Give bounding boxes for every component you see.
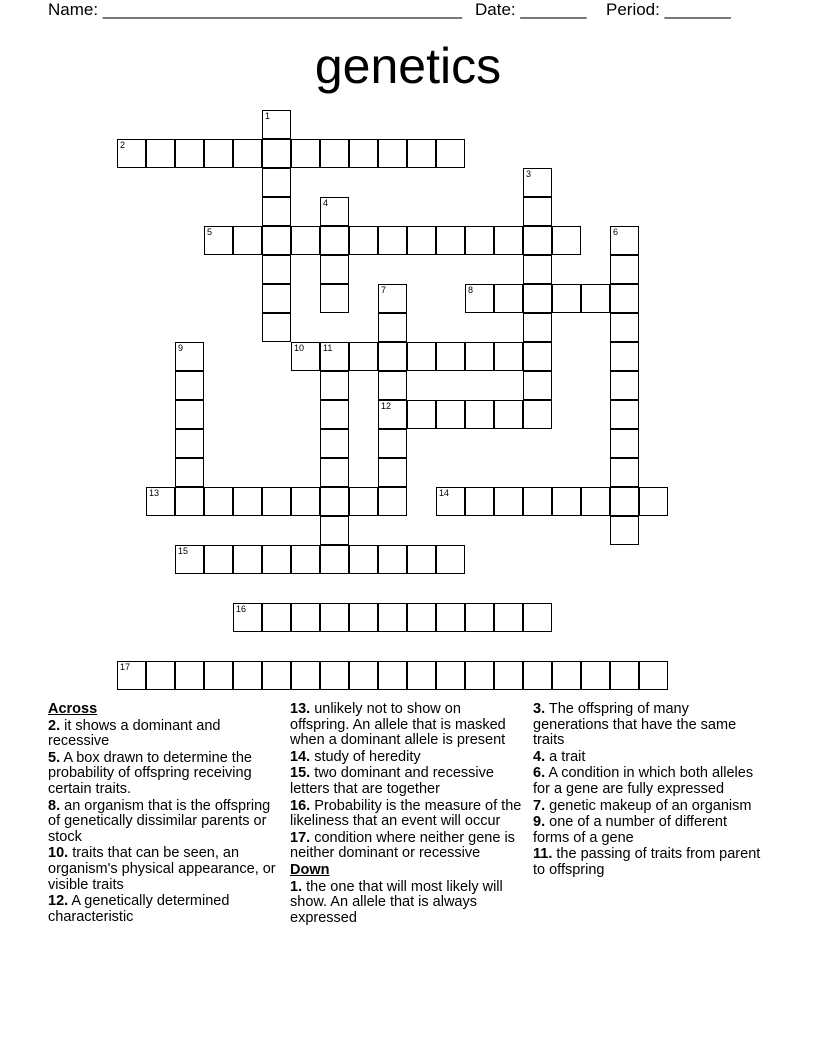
grid-cell[interactable]	[117, 139, 146, 168]
clue-across-2: 2. it shows a dominant and recessive	[48, 717, 221, 750]
clue-number: 6	[613, 227, 619, 237]
grid-cell[interactable]	[175, 661, 204, 690]
clue-number: 3	[526, 169, 532, 179]
grid-cell[interactable]	[610, 516, 639, 545]
grid-cell[interactable]	[436, 139, 465, 168]
grid-cell[interactable]	[146, 487, 175, 516]
grid-cell[interactable]	[349, 342, 378, 371]
grid-cell[interactable]	[494, 226, 523, 255]
grid-cell[interactable]	[175, 487, 204, 516]
grid-cell[interactable]	[523, 168, 552, 197]
grid-cell[interactable]	[291, 139, 320, 168]
grid-cell[interactable]	[262, 197, 291, 226]
grid-cell[interactable]	[465, 226, 494, 255]
grid-cell[interactable]	[320, 603, 349, 632]
clues-column-3	[533, 702, 765, 880]
clue-across-15: 15. two dominant and recessive letters that are together	[290, 765, 494, 797]
clue-number: 2	[120, 140, 126, 150]
grid-cell[interactable]	[494, 603, 523, 632]
grid-cell[interactable]	[320, 139, 349, 168]
clue-number: 5	[207, 227, 213, 237]
grid-cell[interactable]	[465, 661, 494, 690]
grid-cell[interactable]	[494, 342, 523, 371]
grid-cell[interactable]	[494, 661, 523, 690]
grid-cell[interactable]	[494, 284, 523, 313]
date-field[interactable]: Date: _______	[475, 0, 587, 19]
grid-cell[interactable]	[523, 313, 552, 342]
grid-cell[interactable]	[349, 226, 378, 255]
grid-cell[interactable]	[320, 284, 349, 313]
clue-down-11: 11. the passing of traits from parent to offspring	[533, 846, 761, 878]
grid-cell[interactable]	[262, 255, 291, 284]
clue-across-5: 5. A box drawn to determine the probability of offspring receiving certain traits.	[48, 749, 252, 797]
grid-cell[interactable]	[407, 661, 436, 690]
clue-down-3: 3. The offspring of many generations that have the same traits	[533, 701, 737, 749]
clue-down-6: 6. A condition in which both alleles for a gene are fully expressed	[533, 765, 754, 797]
clue-down-1: 1. the one that will most likely will show. An allele that is always expressed	[290, 878, 503, 926]
grid-cell[interactable]	[639, 661, 668, 690]
clue-down-7: 7. genetic makeup of an organism	[533, 797, 752, 814]
grid-cell[interactable]	[146, 139, 175, 168]
clue-number: 10	[294, 343, 305, 353]
grid-cell[interactable]	[465, 342, 494, 371]
grid-cell[interactable]	[436, 603, 465, 632]
grid-cell[interactable]	[117, 661, 146, 690]
grid-cell[interactable]	[436, 226, 465, 255]
grid-cell[interactable]	[204, 226, 233, 255]
grid-cell[interactable]	[610, 400, 639, 429]
grid-cell[interactable]	[175, 545, 204, 574]
clue-number: 4	[323, 198, 329, 208]
grid-cell[interactable]	[320, 226, 349, 255]
grid-cell[interactable]	[378, 313, 407, 342]
grid-cell[interactable]	[291, 661, 320, 690]
grid-cell[interactable]	[378, 400, 407, 429]
grid-cell[interactable]	[378, 487, 407, 516]
grid-cell[interactable]	[610, 255, 639, 284]
grid-cell[interactable]	[233, 139, 262, 168]
grid-cell[interactable]	[610, 226, 639, 255]
clue-number: 17	[120, 662, 131, 672]
clue-across-13: 13. unlikely not to show on offspring. An allele that is masked when a dominant allele is present	[290, 701, 506, 749]
grid-cell[interactable]	[436, 400, 465, 429]
grid-cell[interactable]	[204, 661, 233, 690]
grid-cell[interactable]	[610, 284, 639, 313]
grid-cell[interactable]	[407, 342, 436, 371]
grid-cell[interactable]	[262, 168, 291, 197]
grid-cell[interactable]	[581, 661, 610, 690]
grid-cell[interactable]	[233, 487, 262, 516]
grid-cell[interactable]	[320, 400, 349, 429]
grid-cell[interactable]	[523, 197, 552, 226]
name-field[interactable]: Name: ______________________________________	[48, 0, 463, 19]
grid-cell[interactable]	[175, 400, 204, 429]
grid-cell[interactable]	[262, 603, 291, 632]
grid-cell[interactable]	[465, 400, 494, 429]
grid-cell[interactable]	[639, 487, 668, 516]
grid-cell[interactable]	[349, 661, 378, 690]
grid-cell[interactable]	[552, 284, 581, 313]
clue-number: 12	[381, 401, 392, 411]
grid-cell[interactable]	[407, 603, 436, 632]
grid-cell[interactable]	[610, 458, 639, 487]
grid-cell[interactable]	[175, 342, 204, 371]
grid-cell[interactable]	[552, 661, 581, 690]
period-field[interactable]: Period: _______	[606, 0, 731, 19]
down-heading: Down	[290, 861, 330, 878]
grid-cell[interactable]	[320, 487, 349, 516]
across-heading: Across	[48, 701, 98, 717]
grid-cell[interactable]	[407, 545, 436, 574]
clue-number: 13	[149, 488, 160, 498]
grid-cell[interactable]	[581, 487, 610, 516]
clues-column-1	[48, 702, 280, 926]
grid-cell[interactable]	[523, 226, 552, 255]
grid-cell[interactable]	[233, 226, 262, 255]
grid-cell[interactable]	[523, 255, 552, 284]
grid-cell[interactable]	[552, 487, 581, 516]
grid-cell[interactable]	[320, 545, 349, 574]
grid-cell[interactable]	[610, 313, 639, 342]
grid-cell[interactable]	[523, 487, 552, 516]
clue-across-12: 12. A genetically determined characteristic	[48, 893, 230, 925]
grid-cell[interactable]	[436, 545, 465, 574]
grid-cell[interactable]	[378, 139, 407, 168]
grid-cell[interactable]	[436, 661, 465, 690]
grid-cell[interactable]	[262, 226, 291, 255]
puzzle-title: genetics	[314, 38, 502, 94]
grid-cell[interactable]	[407, 226, 436, 255]
clue-number: 16	[236, 604, 247, 614]
grid-cell[interactable]	[320, 255, 349, 284]
clues-column-2	[290, 702, 524, 927]
grid-cell[interactable]	[407, 400, 436, 429]
clue-across-14: 14. study of heredity	[290, 748, 421, 765]
grid-cell[interactable]	[262, 545, 291, 574]
grid-cell[interactable]	[320, 429, 349, 458]
grid-cell[interactable]	[349, 603, 378, 632]
clue-number: 15	[178, 546, 189, 556]
grid-cell[interactable]	[610, 429, 639, 458]
clue-number: 14	[439, 488, 450, 498]
grid-cell[interactable]	[175, 371, 204, 400]
grid-cell[interactable]	[436, 342, 465, 371]
grid-cell[interactable]	[320, 342, 349, 371]
grid-cell[interactable]	[320, 371, 349, 400]
grid-cell[interactable]	[262, 284, 291, 313]
clue-number: 11	[323, 343, 333, 353]
grid-cell[interactable]	[349, 545, 378, 574]
grid-cell[interactable]	[523, 342, 552, 371]
grid-cell[interactable]	[552, 226, 581, 255]
grid-cell[interactable]	[523, 371, 552, 400]
grid-cell[interactable]	[349, 139, 378, 168]
grid-cell[interactable]	[494, 487, 523, 516]
clue-down-4: 4. a trait	[533, 748, 586, 765]
grid-cell[interactable]	[291, 603, 320, 632]
grid-cell[interactable]	[523, 400, 552, 429]
grid-cell[interactable]	[320, 458, 349, 487]
grid-cell[interactable]	[233, 603, 262, 632]
grid-cell[interactable]	[378, 603, 407, 632]
grid-cell[interactable]	[233, 545, 262, 574]
grid-cell[interactable]	[407, 139, 436, 168]
grid-cell[interactable]	[378, 371, 407, 400]
grid-cell[interactable]	[262, 313, 291, 342]
grid-cell[interactable]	[610, 342, 639, 371]
grid-cell[interactable]	[436, 487, 465, 516]
grid-cell[interactable]	[146, 661, 175, 690]
grid-cell[interactable]	[465, 603, 494, 632]
grid-cell[interactable]	[494, 400, 523, 429]
grid-cell[interactable]	[175, 139, 204, 168]
grid-cell[interactable]	[262, 661, 291, 690]
grid-cell[interactable]	[233, 661, 262, 690]
grid-cell[interactable]	[262, 487, 291, 516]
grid-cell[interactable]	[349, 487, 378, 516]
grid-cell[interactable]	[378, 545, 407, 574]
grid-cell[interactable]	[581, 284, 610, 313]
clue-number: 8	[468, 285, 474, 295]
grid-cell[interactable]	[291, 487, 320, 516]
grid-cell[interactable]	[523, 661, 552, 690]
grid-cell[interactable]	[320, 197, 349, 226]
grid-cell[interactable]	[262, 139, 291, 168]
clue-number: 7	[381, 285, 387, 295]
grid-cell[interactable]	[204, 545, 233, 574]
grid-cell[interactable]	[320, 516, 349, 545]
grid-cell[interactable]	[291, 545, 320, 574]
grid-cell[interactable]	[175, 429, 204, 458]
grid-cell[interactable]	[523, 603, 552, 632]
grid-cell[interactable]	[610, 371, 639, 400]
grid-cell[interactable]	[523, 284, 552, 313]
grid-cell[interactable]	[262, 110, 291, 139]
grid-cell[interactable]	[204, 487, 233, 516]
grid-cell[interactable]	[378, 284, 407, 313]
grid-cell[interactable]	[378, 661, 407, 690]
grid-cell[interactable]	[291, 342, 320, 371]
grid-cell[interactable]	[378, 429, 407, 458]
grid-cell[interactable]	[465, 284, 494, 313]
grid-cell[interactable]	[204, 139, 233, 168]
clue-number: 1	[265, 111, 271, 121]
grid-cell[interactable]	[291, 226, 320, 255]
grid-cell[interactable]	[175, 458, 204, 487]
grid-cell[interactable]	[465, 487, 494, 516]
clue-across-10: 10. traits that can be seen, an organism's physical appearance, or visible traits	[48, 845, 276, 893]
clue-across-17: 17. condition where neither gene is neither dominant or recessive	[290, 829, 515, 862]
grid-cell[interactable]	[610, 661, 639, 690]
grid-cell[interactable]	[378, 342, 407, 371]
clue-down-9: 9. one of a number of different forms of a gene	[533, 814, 728, 846]
grid-cell[interactable]	[378, 226, 407, 255]
grid-cell[interactable]	[320, 661, 349, 690]
clue-across-8: 8. an organism that is the offspring of genetically dissimilar parents or stock	[48, 797, 271, 845]
grid-cell[interactable]	[610, 487, 639, 516]
clue-number: 9	[178, 343, 184, 353]
clue-across-16: 16. Probability is the measure of the likeliness that an event will occur	[290, 797, 522, 830]
grid-cell[interactable]	[378, 458, 407, 487]
